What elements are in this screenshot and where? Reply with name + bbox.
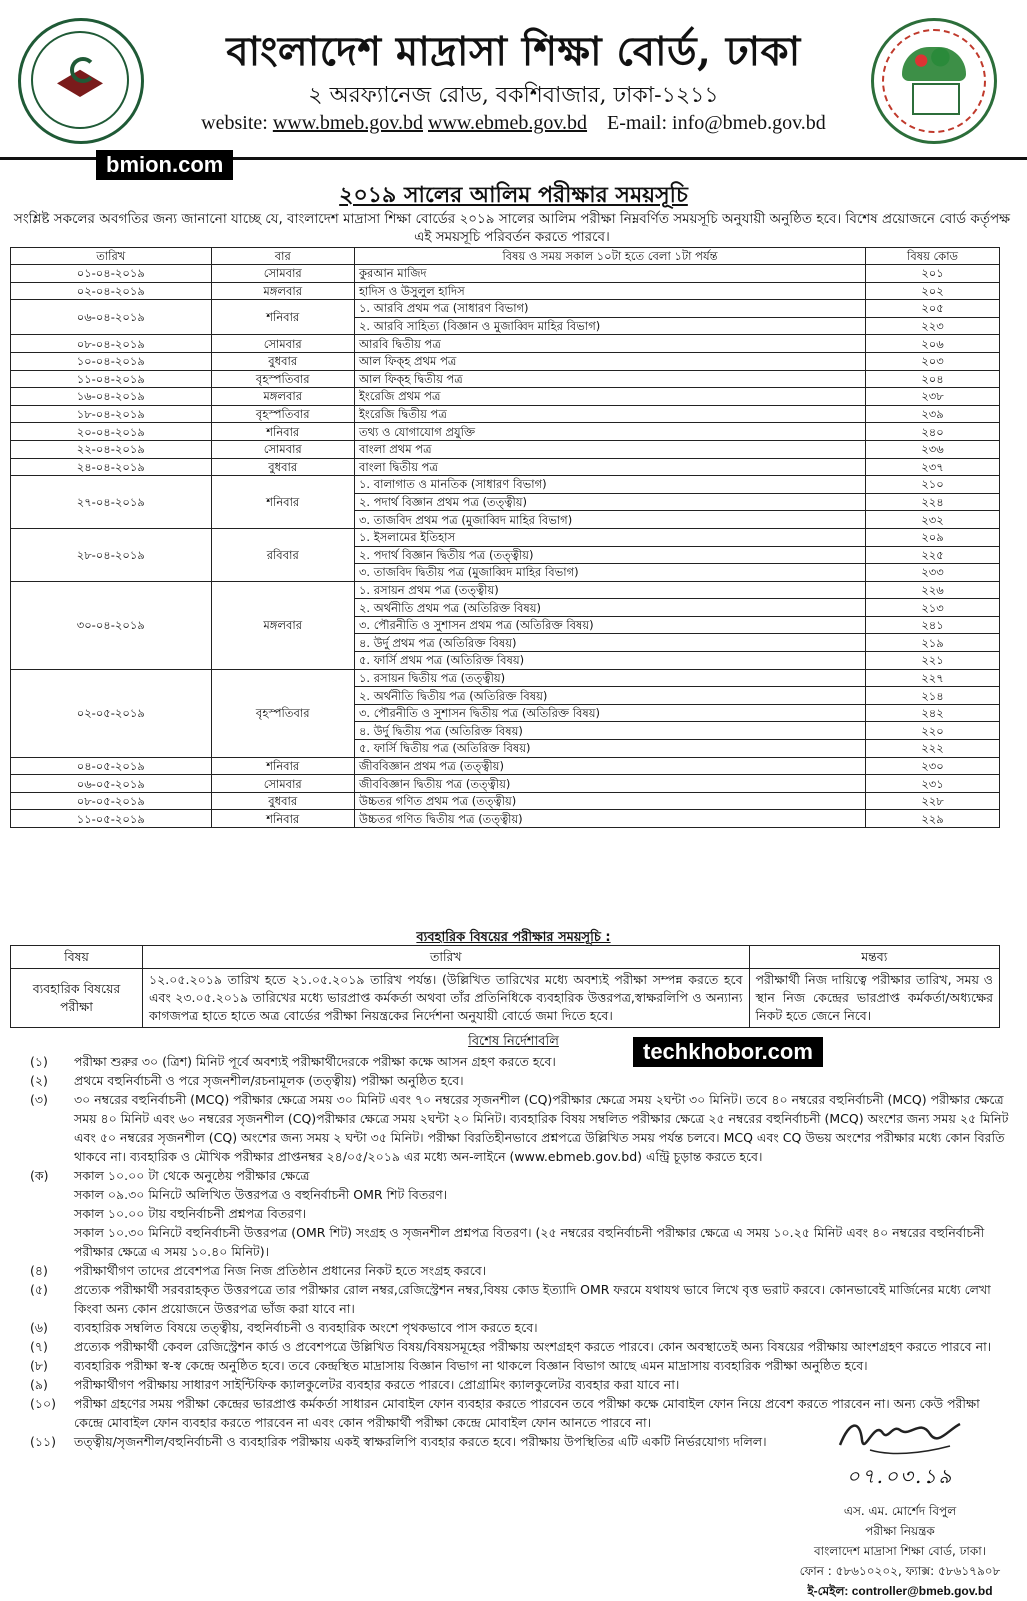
exam-date: ২৭-০৪-২০১৯ (11, 476, 212, 529)
exam-day: শনিবার (211, 423, 354, 441)
exam-day: শনিবার (211, 476, 354, 529)
practical-col-remark: মন্তব্য (749, 946, 999, 969)
instruction-line: ব্যবহারিক সম্বলিত বিষয়ে তত্ত্বীয়, বহুনির্বাচনী ও ব্যবহারিক অংশে পৃথকভাবে পাস করতে হবে। (74, 1320, 538, 1335)
practical-row (11, 969, 1000, 1028)
exam-day: শনিবার (211, 810, 354, 828)
instruction-line: সকাল ১০.৩০ মিনিটে বহুনির্বাচনী উত্তরপত্র (OMR শিট) সংগ্রহ ও সৃজনশীল প্রশ্নপত্র বিতরণ। (২৫ নম্বরের বহুনির্বাচনী পরীক্ষার ক্ষেত্রে এ সময় ১০.২৫ মিনিট এবং ৪০ নম্বরের বহুনির্বাচনী পরীক্ষার ক্ষেত্রে এ সময় ১০.৪০ মিনিট)। (74, 1225, 985, 1259)
exam-date: ২২-০৪-২০১৯ (11, 440, 212, 458)
exam-date: ০১-০৪-২০১৯ (11, 265, 212, 283)
instruction-text (74, 1052, 1010, 1071)
exam-date: ০৬-০৪-২০১৯ (11, 300, 212, 335)
instruction-text (74, 1166, 1010, 1261)
exam-day: বুধবার (211, 458, 354, 476)
handwritten-signature (790, 1410, 1010, 1462)
exam-day: সোমবার (211, 440, 354, 458)
subject-code: ২২৮ (866, 792, 1000, 810)
instruction-item (30, 1071, 1010, 1090)
exam-day: শনিবার (211, 300, 354, 335)
exam-subject: ৩. তাজবিদ প্রথম পত্র (মুজাব্বিদ মাহির বিভাগ) (354, 511, 865, 529)
instruction-line: প্রত্যেক পরীক্ষার্থী সরবরাহকৃত উত্তরপত্রে তার পরীক্ষার রোল নম্বর,রেজিস্ট্রেশন নম্বর,বিষয় কোড ইত্যাদি OMR ফরমে যথাযথ ভাবে লিখে বৃত্ত ভরাট করবে। কোনভাবেই মার্জিনের মধ্যে লেখা কিংবা অন্য কোন প্রয়োজনে উত্তরপত্র ভাঁজ করা যাবে না। (74, 1282, 991, 1316)
website-label: website: (201, 112, 268, 134)
board-emblem (31, 31, 129, 129)
signature-date: ০৭.০৩.১৯ (846, 1464, 954, 1488)
subject-code: ২০৪ (866, 370, 1000, 388)
exam-subject: উচ্চতর গণিত দ্বিতীয় পত্র (তত্ত্বীয়) (354, 810, 865, 828)
exam-date: ০৪-০৫-২০১৯ (11, 757, 212, 775)
subject-code: ২৩৭ (866, 458, 1000, 476)
table-header-row (11, 248, 1000, 265)
signature-block (790, 1410, 1010, 1601)
signatory-phone: ফোন : ৫৮৬১০২০২, ফ্যাক্স: ৫৮৬১৭৯০৮ (799, 1564, 1001, 1578)
instruction-line: সকাল ১০.০০ টায় বহুনির্বাচনী প্রশ্নপত্র বিতরণ। (74, 1206, 307, 1221)
exam-date: ১৮-০৪-২০১৯ (11, 405, 212, 423)
watermark-top: bmion.com (96, 150, 233, 180)
signatory-designation: পরীক্ষা নিয়ন্ত্রক (865, 1524, 935, 1538)
exam-subject: ৪. উর্দু প্রথম পত্র (অতিরিক্ত বিষয়) (354, 634, 865, 652)
instruction-number: (৬) (30, 1320, 48, 1335)
exam-subject: ২. আরবি সাহিত্য (বিজ্ঞান ও মুজাব্বিদ মাহির বিভাগ) (354, 317, 865, 335)
subject-code: ২৩৩ (866, 564, 1000, 582)
exam-subject: ৩. তাজবিদ দ্বিতীয় পত্র (মুজাব্বিদ মাহির বিভাগ) (354, 564, 865, 582)
table-row (11, 669, 1000, 687)
table-row (11, 757, 1000, 775)
practical-remark: পরীক্ষার্থী নিজ দায়িত্বে পরীক্ষার তারিখ, সময় ও স্থান নিজ কেন্দ্রের ভারপ্রাপ্ত কর্মকর্তা/অধ্যক্ষের নিকট হতে জেনে নিবে। (749, 969, 999, 1028)
instruction-text (74, 1280, 1010, 1318)
instruction-number: (৪) (30, 1263, 48, 1278)
exam-day: সোমবার (211, 775, 354, 793)
exam-subject: ৩. পৌরনীতি ও সুশাসন দ্বিতীয় পত্র (অতিরিক্ত বিষয়) (354, 704, 865, 722)
exam-subject: আল ফিক্‌হ প্রথম পত্র (354, 352, 865, 370)
table-row (11, 423, 1000, 441)
instruction-item (30, 1280, 1010, 1318)
table-row (11, 282, 1000, 300)
instruction-number: (৫) (30, 1282, 48, 1297)
letterhead (0, 0, 1027, 160)
table-row (11, 528, 1000, 546)
exam-date: ০৮-০৪-২০১৯ (11, 335, 212, 353)
subject-code: ২০৬ (866, 335, 1000, 353)
subject-code: ২০১ (866, 265, 1000, 283)
exam-subject: হাদিস ও উসুলুল হাদিস (354, 282, 865, 300)
table-row (11, 775, 1000, 793)
email-label: E-mail: (607, 112, 668, 134)
instruction-number: (৩) (30, 1092, 48, 1107)
col-header-date: তারিখ (11, 248, 212, 265)
table-row (11, 458, 1000, 476)
subject-code: ২১৯ (866, 634, 1000, 652)
exam-subject: আল ফিক্‌হ দ্বিতীয় পত্র (354, 370, 865, 388)
signatory-email[interactable]: ই-মেইল: controller@bmeb.gov.bd (807, 1584, 993, 1598)
instruction-line: ব্যবহারিক পরীক্ষা স্ব-স্ব কেন্দ্রে অনুষ্ঠিত হবে। তবে কেন্দ্রস্থিত মাদ্রাসায় বিজ্ঞান বিভাগ না থাকলে বিজ্ঞান বিভাগ আছে এমন মাদ্রাসায় ব্যবহারিক পরীক্ষা অনুষ্ঠিত হবে। (74, 1358, 868, 1373)
exam-subject: ২. অর্থনীতি প্রথম পত্র (অতিরিক্ত বিষয়) (354, 599, 865, 617)
instruction-line: প্রত্যেক পরীক্ষার্থী কেবল রেজিস্ট্রেশন কার্ড ও প্রবেশপত্রে উল্লিখিত বিষয়/বিষয়সমূহের পরীক্ষায় অংশগ্রহণ করতে পারবে। কোন অবস্থাতেই অন্য বিষয়ের পরীক্ষায় আংশগ্রহণ করতে পারবে না। (74, 1339, 992, 1354)
instruction-text (74, 1071, 1010, 1090)
slogan-ring-icon (882, 29, 986, 133)
exam-subject: ইংরেজি দ্বিতীয় পত্র (354, 405, 865, 423)
practical-subject: ব্যবহারিক বিষয়ের পরীক্ষা (11, 969, 143, 1028)
subject-code: ২২৫ (866, 546, 1000, 564)
instruction-number: (ক) (30, 1168, 49, 1183)
exam-schedule-table (10, 247, 1000, 828)
col-header-day: বার (211, 248, 354, 265)
table-row (11, 265, 1000, 283)
instruction-number: (৯) (30, 1377, 48, 1392)
exam-subject: ইংরেজি প্রথম পত্র (354, 388, 865, 406)
instruction-text (74, 1337, 1010, 1356)
subject-code: ২৩৬ (866, 440, 1000, 458)
subject-code: ২২২ (866, 740, 1000, 758)
instruction-line: পরীক্ষার্থীগণ পরীক্ষায় সাধারণ সাইন্টিফিক ক্যালকুলেটর ব্যবহার করতে পারবে। প্রোগ্রামিং ক্যালকুলেটর ব্যবহার করা যাবে না। (74, 1377, 680, 1392)
signatory-org: বাংলাদেশ মাদ্রাসা শিক্ষা বোর্ড, ঢাকা। (813, 1544, 987, 1558)
table-row (11, 388, 1000, 406)
subject-code: ২৪০ (866, 423, 1000, 441)
exam-date: ১৬-০৪-২০১৯ (11, 388, 212, 406)
intro-paragraph: সংশ্লিষ্ট সকলের অবগতির জন্য জানানো যাচ্ছে যে, বাংলাদেশ মাদ্রাসা শিক্ষা বোর্ডের ২০১৯ সালের আলিম পরীক্ষা নিম্নবর্ণিত সময়সূচি অনুযায়ী অনুষ্ঠিত হবে। বিশেষ প্রয়োজনে বোর্ড কর্তৃপক্ষ এই সময়সূচি পরিবর্তন করতে পারবে। (13, 211, 1011, 245)
practical-date-text: ১২.০৫.২০১৯ তারিখ হতে ২১.০৫.২০১৯ তারিখ পর্যন্ত। (উল্লিখিত তারিখের মধ্যে অবশ্যই পরীক্ষা সম্পন্ন করতে হবে এবং ২৩.০৫.২০১৯ তারিখের মধ্যে ভারপ্রাপ্ত কর্মকর্তা অথবা তাঁর প্রতিনিধিকে ব্যবহারিক উত্তরপত্র,স্বাক্ষরলিপি ও অন্যান্য কাগজপত্র হাতে হাতে অত্র বোর্ডের পরীক্ষা নিয়ন্ত্রকের নির্দেশনা অনুযায়ী বোর্ডে জমা দিতে হবে। (143, 969, 749, 1028)
exam-subject: জীববিজ্ঞান দ্বিতীয় পত্র (তত্ত্বীয়) (354, 775, 865, 793)
table-row (11, 440, 1000, 458)
practical-col-date: তারিখ (143, 946, 749, 969)
exam-day: বৃহস্পতিবার (211, 405, 354, 423)
instruction-text (74, 1261, 1010, 1280)
instruction-number: (১০) (30, 1396, 56, 1411)
instruction-line: ৩০ নম্বরের বহুনির্বাচনী (MCQ) পরীক্ষার ক্ষেত্রে সময় ৩০ মিনিট এবং ৭০ নম্বরের সৃজনশীল (CQ)পরীক্ষার ক্ষেত্রে সময় ২ঘন্টা ৩০ মিনিট। তবে ৪০ নম্বরের বহুনির্বাচনী (MCQ) পরীক্ষার ক্ষেত্রে সময় ৪০ মিনিট এবং ৬০ নম্বরের সৃজনশীল (CQ)পরীক্ষার ক্ষেত্রে সময় ২ঘন্টা ২০ মিনিট। ব্যবহারিক বিষয় সম্বলিত পরীক্ষার ক্ষেত্রে ২৫ নম্বরের বহুনির্বাচনী (MCQ) অংশের জন্য সময় ২৫ মিনিট এবং ৫০ নম্বরের সৃজনশীল (CQ) অংশের জন্য সময় ২ ঘন্টা ৩৫ মিনিট। পরীক্ষা বিরতিহীনভাবে প্রশ্নপত্রে উল্লিখিত সময় পর্যন্ত চলবে। MCQ এবং CQ উভয় অংশের পরীক্ষার মধ্যে কোন বিরতি থাকবে না। ব্যবহারিক ও মৌখিক পরীক্ষার প্রাপ্তনম্বর ২৪/০৫/২০১৯ এর মধ্যে অন-লাইনে (www.ebmeb.gov.bd) এন্ট্রি চূড়ান্ত করতে হবে। (74, 1092, 1009, 1164)
instruction-line: তত্ত্বীয়/সৃজনশীল/বহুনির্বাচনী ও ব্যবহারিক পরীক্ষায় একই স্বাক্ষরলিপি ব্যবহার করতে হবে। পরীক্ষায় উপস্থিতির এটি একটি নির্ভরযোগ্য দলিল। (74, 1434, 767, 1449)
instruction-item (30, 1318, 1010, 1337)
exam-date: ২৪-০৪-২০১৯ (11, 458, 212, 476)
exam-date: ২০-০৪-২০১৯ (11, 423, 212, 441)
instruction-number: (৮) (30, 1358, 48, 1373)
practical-col-subject: বিষয় (11, 946, 143, 969)
instruction-line: সকাল ০৯.৩০ মিনিটে অলিখিত উত্তরপত্র ও বহুনির্বাচনী OMR শিট বিতরণ। (74, 1187, 448, 1202)
crescent-icon (70, 57, 96, 83)
exam-day: শনিবার (211, 757, 354, 775)
exam-subject: ৫. ফার্সি প্রথম পত্র (অতিরিক্ত বিষয়) (354, 652, 865, 670)
website-link-1[interactable]: www.bmeb.gov.bd (272, 112, 423, 134)
exam-subject: ১. ইসলামের ইতিহাস (354, 528, 865, 546)
email-address[interactable]: info@bmeb.gov.bd (672, 112, 826, 134)
subject-code: ২৩৯ (866, 405, 1000, 423)
instruction-number: (১) (30, 1054, 48, 1069)
exam-subject: ২. পদার্থ বিজ্ঞান প্রথম পত্র (তত্ত্বীয়) (354, 493, 865, 511)
exam-date: ১১-০৪-২০১৯ (11, 370, 212, 388)
exam-subject: ৩. পৌরনীতি ও সুশাসন প্রথম পত্র (অতিরিক্ত বিষয়) (354, 616, 865, 634)
exam-date: ০৬-০৫-২০১৯ (11, 775, 212, 793)
exam-day: মঙ্গলবার (211, 388, 354, 406)
instructions-list (30, 1052, 1010, 1451)
exam-day: বুধবার (211, 792, 354, 810)
exam-subject: ২. পদার্থ বিজ্ঞান দ্বিতীয় পত্র (তত্ত্বীয়) (354, 546, 865, 564)
table-row (11, 581, 1000, 599)
table-row (11, 476, 1000, 494)
instruction-number: (১১) (30, 1434, 56, 1449)
subject-code: ২০৯ (866, 528, 1000, 546)
subject-code: ২৪২ (866, 704, 1000, 722)
exam-subject: জীববিজ্ঞান প্রথম পত্র (তত্ত্বীয়) (354, 757, 865, 775)
board-logo (18, 18, 144, 144)
table-row (11, 405, 1000, 423)
exam-subject: ১. রসায়ন দ্বিতীয় পত্র (তত্ত্বীয়) (354, 669, 865, 687)
subject-code: ২২০ (866, 722, 1000, 740)
signature-scribble (830, 1410, 970, 1460)
instruction-number: (৭) (30, 1339, 48, 1354)
instruction-line: পরীক্ষা শুরুর ৩০ (ত্রিশ) মিনিট পূর্বে অবশ্যই পরীক্ষার্থীদেরকে পরীক্ষা কক্ষে আসন গ্রহণ করতে হবে। (74, 1054, 556, 1069)
instruction-item (30, 1375, 1010, 1394)
instruction-text (74, 1356, 1010, 1375)
exam-date: ২৮-০৪-২০১৯ (11, 528, 212, 581)
instruction-item (30, 1261, 1010, 1280)
table-row (11, 810, 1000, 828)
exam-date: ০৮-০৫-২০১৯ (11, 792, 212, 810)
exam-subject: ১. রসায়ন প্রথম পত্র (তত্ত্বীয়) (354, 581, 865, 599)
instruction-line: সকাল ১০.০০ টা থেকে অনুষ্ঠেয় পরীক্ষার ক্ষেত্রে (74, 1168, 310, 1183)
school-icon (912, 83, 960, 115)
subject-code: ২১০ (866, 476, 1000, 494)
exam-date: ০২-০৪-২০১৯ (11, 282, 212, 300)
instruction-text (74, 1375, 1010, 1394)
subject-code: ২২৭ (866, 669, 1000, 687)
subject-code: ২২৪ (866, 493, 1000, 511)
exam-date: ০২-০৫-২০১৯ (11, 669, 212, 757)
subject-code: ২০২ (866, 282, 1000, 300)
col-header-code: বিষয় কোড (866, 248, 1000, 265)
instruction-text (74, 1090, 1010, 1166)
table-row (11, 335, 1000, 353)
instruction-line: প্রথমে বহুনির্বাচনী ও পরে সৃজনশীল/রচনামূলক (তত্ত্বীয়) পরীক্ষা অনুষ্ঠিত হবে। (74, 1073, 464, 1088)
instruction-text (74, 1318, 1010, 1337)
exam-subject: বাংলা প্রথম পত্র (354, 440, 865, 458)
exam-subject: ৫. ফার্সি দ্বিতীয় পত্র (অতিরিক্ত বিষয়) (354, 740, 865, 758)
subject-code: ২৩৮ (866, 388, 1000, 406)
instruction-item (30, 1337, 1010, 1356)
exam-day: সোমবার (211, 265, 354, 283)
subject-code: ২২১ (866, 652, 1000, 670)
subject-code: ২৩১ (866, 775, 1000, 793)
exam-day: রবিবার (211, 528, 354, 581)
subject-code: ২২৬ (866, 581, 1000, 599)
practical-schedule-table (10, 945, 1000, 1028)
exam-subject: বাংলা দ্বিতীয় পত্র (354, 458, 865, 476)
practical-title: ব্যবহারিক বিষয়ের পরীক্ষার সময়সূচি : (416, 930, 611, 945)
instruction-item (30, 1090, 1010, 1166)
exam-day: মঙ্গলবার (211, 581, 354, 669)
exam-subject: উচ্চতর গণিত প্রথম পত্র (তত্ত্বীয়) (354, 792, 865, 810)
subject-code: ২১৩ (866, 599, 1000, 617)
practical-header-row (11, 946, 1000, 969)
schedule-body (11, 265, 1000, 828)
exam-subject: ১. আরবি প্রথম পত্র (সাধারণ বিভাগ) (354, 300, 865, 318)
exam-day: বুধবার (211, 352, 354, 370)
schedule-title: ২০১৯ সালের আলিম পরীক্ষার সময়সূচি (339, 183, 688, 208)
instruction-number: (২) (30, 1073, 48, 1088)
subject-code: ২২৩ (866, 317, 1000, 335)
exam-subject: ২. অর্থনীতি দ্বিতীয় পত্র (অতিরিক্ত বিষয়) (354, 687, 865, 705)
table-row (11, 352, 1000, 370)
instruction-line: পরীক্ষার্থীগণ তাদের প্রবেশপত্র নিজ নিজ প্রতিষ্ঠান প্রধানের নিকট হতে সংগ্রহ করবে। (74, 1263, 487, 1278)
exam-date: ১১-০৫-২০১৯ (11, 810, 212, 828)
col-header-subject: বিষয় ও সময় সকাল ১০টা হতে বেলা ১টা পর্যন্ত (354, 248, 865, 265)
subject-code: ২৩০ (866, 757, 1000, 775)
table-row (11, 300, 1000, 318)
table-row (11, 792, 1000, 810)
subject-code: ২০৫ (866, 300, 1000, 318)
slogan-logo (871, 18, 997, 144)
subject-code: ২৩২ (866, 511, 1000, 529)
exam-date: ৩০-০৪-২০১৯ (11, 581, 212, 669)
exam-day: বৃহস্পতিবার (211, 669, 354, 757)
exam-subject: আরবি দ্বিতীয় পত্র (354, 335, 865, 353)
exam-subject: ১. বালাগাত ও মানতিক (সাধারণ বিভাগ) (354, 476, 865, 494)
board-address: ২ অরফ্যানেজ রোড, বকশিবাজার, ঢাকা-১২১১ (308, 83, 719, 108)
instruction-line: পরীক্ষা গ্রহণের সময় পরীক্ষা কেন্দ্রের ভারপ্রাপ্ত কর্মকর্তা সাধারন মোবাইল ফোন ব্যবহার করতে পারবেন তবে পরীক্ষা কক্ষে মোবাইল ফোন নিয়ে প্রবেশ করতে পারবেন না। অন্য কেউ পরীক্ষা কেন্দ্রে মোবাইল ফোন ব্যবহার করতে পারবেন না এবং কোন পরীক্ষার্থী পরীক্ষা কেন্দ্রে মোবাইল ফোন আনতে পারবে না। (74, 1396, 980, 1430)
subject-code: ২৪১ (866, 616, 1000, 634)
exam-day: বৃহস্পতিবার (211, 370, 354, 388)
subject-code: ২১৪ (866, 687, 1000, 705)
exam-day: মঙ্গলবার (211, 282, 354, 300)
instructions-title: বিশেষ নির্দেশাবলি (468, 1034, 559, 1049)
signatory-name: এস. এম. মোর্শেদ বিপুল (843, 1504, 957, 1518)
exam-subject: ৪. উর্দু দ্বিতীয় পত্র (অতিরিক্ত বিষয়) (354, 722, 865, 740)
exam-date: ১০-০৪-২০১৯ (11, 352, 212, 370)
subject-code: ২২৯ (866, 810, 1000, 828)
exam-subject: কুরআন মাজিদ (354, 265, 865, 283)
contact-line (150, 112, 877, 135)
website-link-2[interactable]: www.ebmeb.gov.bd (428, 112, 588, 134)
board-name: বাংলাদেশ মাদ্রাসা শিক্ষা বোর্ড, ঢাকা (226, 28, 801, 75)
instruction-item (30, 1356, 1010, 1375)
instruction-item (30, 1052, 1010, 1071)
table-row (11, 370, 1000, 388)
exam-subject: তথ্য ও যোগাযোগ প্রযুক্তি (354, 423, 865, 441)
instruction-item (30, 1166, 1010, 1261)
subject-code: ২০৩ (866, 352, 1000, 370)
exam-day: সোমবার (211, 335, 354, 353)
watermark-middle: techkhobor.com (633, 1037, 823, 1067)
